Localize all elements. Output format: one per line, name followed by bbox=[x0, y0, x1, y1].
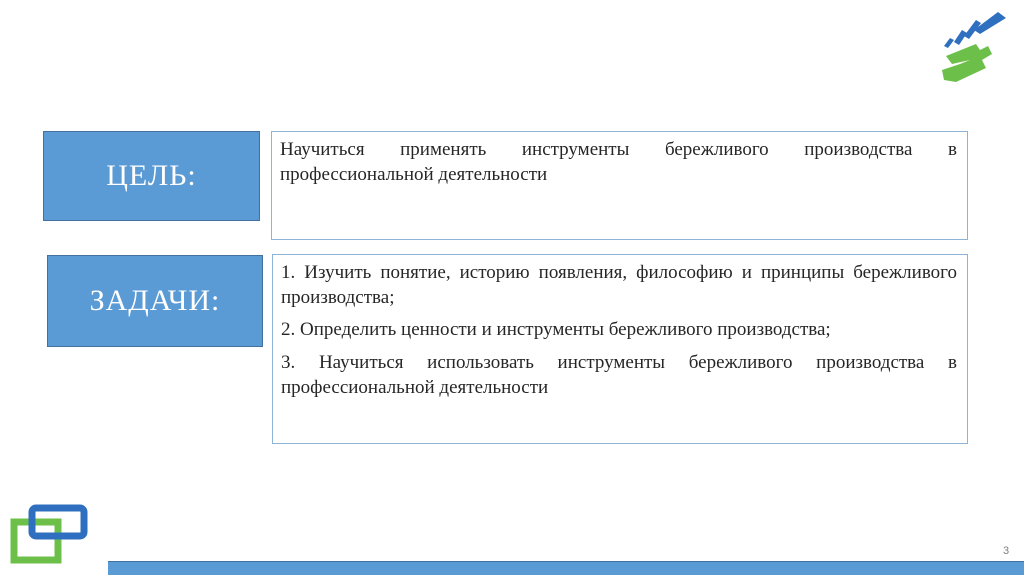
goal-content-box bbox=[271, 131, 968, 240]
tasks-label bbox=[47, 255, 263, 347]
page-number: 3 bbox=[1003, 545, 1010, 557]
squares-logo-icon bbox=[10, 500, 90, 568]
task-item-1: 1. Изучить понятие, историю появления, философию и принципы бережливого производства; bbox=[281, 262, 957, 308]
tasks-content-box bbox=[272, 254, 968, 444]
goal-label-text: ЦЕЛЬ: bbox=[106, 159, 197, 192]
goal-label bbox=[43, 131, 260, 221]
task-item-2: 2. Определить ценности и инструменты бережливого производства; bbox=[281, 319, 831, 341]
footer-bar bbox=[108, 561, 1024, 575]
tasks-label-text: ЗАДАЧИ: bbox=[89, 284, 221, 317]
company-logo-icon bbox=[936, 8, 1012, 90]
goal-text: Научиться применять инструменты бережливого производства в профессиональной деятельности bbox=[280, 139, 957, 185]
task-item-3: 3. Научиться использовать инструменты бережливого производства в профессиональной деятельности bbox=[281, 352, 957, 398]
